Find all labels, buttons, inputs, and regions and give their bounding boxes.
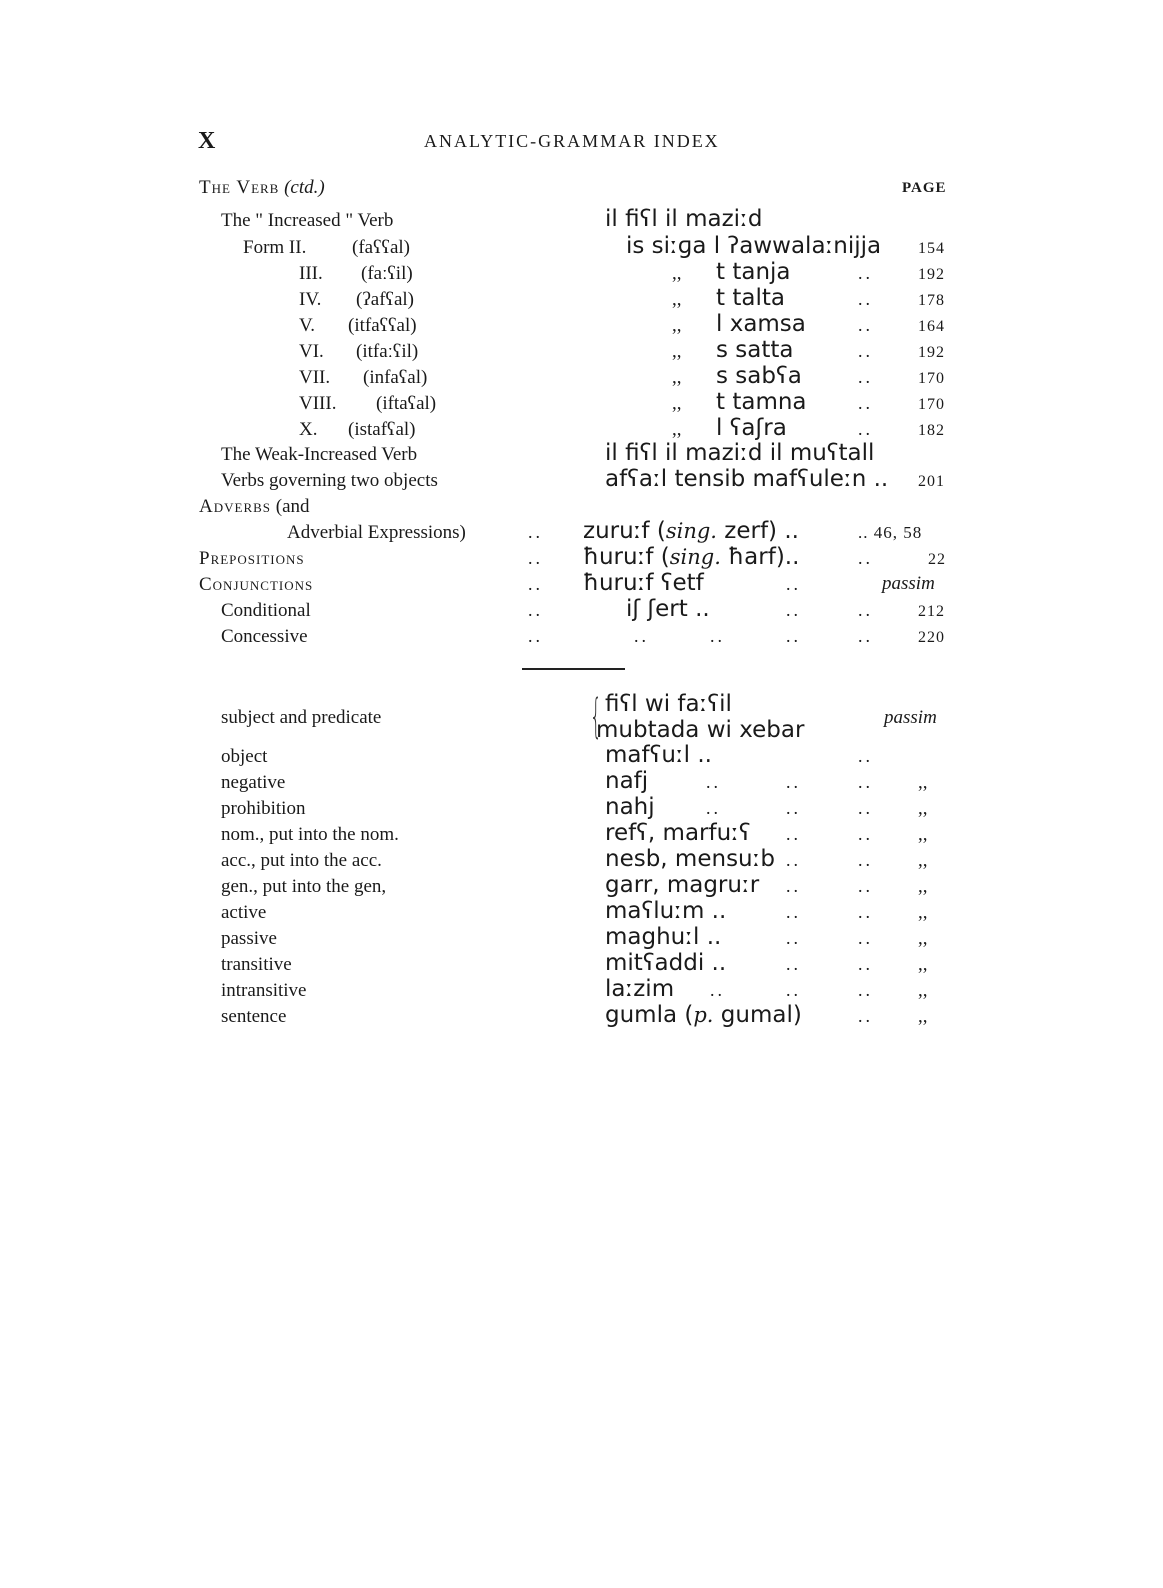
ditto-mark: ,, [918, 980, 928, 1001]
adverbs-label: Adverbs [199, 496, 272, 517]
form-page: 170 [918, 396, 945, 413]
leader-dots: .. [706, 772, 721, 792]
section-heading [199, 177, 325, 199]
leader-dots: .. [858, 626, 873, 646]
sentence-arabic-part: gumla ( [605, 1002, 694, 1028]
form-pattern: (iftaʕal) [376, 393, 437, 414]
leader-dots: .. [858, 419, 873, 439]
glossary-arabic: garr, magruːr [605, 872, 760, 898]
leader-dots: .. [858, 367, 873, 387]
glossary-arabic [605, 1002, 802, 1028]
ditto-mark: ,, [672, 341, 682, 362]
leader-dots: .. [858, 850, 873, 870]
ditto-mark: ,, [918, 1006, 928, 1027]
ditto-mark: ,, [672, 263, 682, 284]
leader-dots: .. [786, 574, 801, 594]
leader-dots: .. [528, 626, 543, 646]
leader-dots: .. [858, 798, 873, 818]
leader-dots: .. [710, 626, 725, 646]
section-title-note: (ctd.) [284, 177, 325, 198]
glossary-arabic: refʕ, marfuːʕ [605, 820, 751, 846]
glossary-term: passive [221, 928, 277, 949]
conditional-label: Conditional [221, 600, 311, 621]
ditto-mark: ,, [672, 419, 682, 440]
subject-predicate-label: subject and predicate [221, 707, 382, 728]
leader-dots: .. [786, 876, 801, 896]
glossary-arabic: laːzim [605, 976, 675, 1002]
form-pattern: (istafʕal) [348, 419, 416, 440]
increased-verb-label: The " Increased " Verb [221, 210, 394, 231]
leader-dots: .. [858, 393, 873, 413]
glossary-arabic: mafʕuːl .. [605, 742, 712, 768]
form-arabic: s satta [716, 337, 794, 363]
glossary-arabic: nahj [605, 794, 655, 820]
form-pattern: (itfaːʕil) [356, 341, 419, 362]
form-number: IV. [299, 289, 322, 310]
leader-dots: .. [786, 954, 801, 974]
sing-abbrev: sing. [665, 519, 717, 543]
leader-dots: .. [710, 980, 725, 1000]
glossary-term: prohibition [221, 798, 306, 819]
leader-dots: .. [786, 798, 801, 818]
prepositions-page: 22 [928, 551, 946, 568]
leader-dots: .. [706, 798, 721, 818]
form-number: X. [299, 419, 318, 440]
form-arabic: is siːɡa l ʔawwalaːnijja [626, 233, 882, 259]
form-pattern: (ʔafʕal) [356, 289, 414, 310]
form-pattern: (faːʕil) [361, 263, 413, 284]
concessive-page: 220 [918, 629, 945, 646]
glossary-term: object [221, 746, 268, 767]
form-number: VI. [299, 341, 324, 362]
subject-page: passim [884, 707, 937, 728]
leader-dots: .. [786, 850, 801, 870]
conjunctions-label: Conjunctions [199, 574, 314, 595]
form-arabic: t tanja [716, 259, 791, 285]
glossary-term: nom., put into the nom. [221, 824, 399, 845]
weak-verb-label: The Weak-Increased Verb [221, 444, 418, 465]
ditto-mark: ,, [918, 902, 928, 923]
subject-arabic-2: mubtada wi xebar [596, 717, 805, 743]
two-objects-page: 201 [918, 473, 945, 490]
form-page: 182 [918, 422, 945, 439]
form-number: V. [299, 315, 316, 336]
conditional-page: 212 [918, 603, 945, 620]
leader-dots: .. [786, 772, 801, 792]
form-number: Form II. [243, 237, 307, 258]
leader-dots: .. [786, 980, 801, 1000]
page-column-header: PAGE [902, 180, 947, 196]
leader-dots: .. [528, 574, 543, 594]
form-arabic: t talta [716, 285, 785, 311]
two-objects-label: Verbs governing two objects [221, 470, 438, 491]
leader-dots: .. [786, 902, 801, 922]
adverbs-label-continued: Adverbial Expressions) [287, 522, 466, 543]
ditto-mark: ,, [918, 876, 928, 897]
leader-dots: .. [858, 1006, 873, 1026]
leader-dots: .. [858, 746, 873, 766]
form-page: 164 [918, 318, 945, 335]
form-pattern: (infaʕal) [363, 367, 428, 388]
leader-dots: .. [786, 600, 801, 620]
glossary-term: gen., put into the gen, [221, 876, 387, 897]
sentence-arabic-part: gumal) [713, 1002, 802, 1028]
ditto-mark: ,, [672, 367, 682, 388]
leader-dots: .. [858, 548, 873, 568]
adverbs-heading [199, 496, 310, 518]
leader-dots: .. [786, 626, 801, 646]
form-page: 192 [918, 344, 945, 361]
glossary-term: acc., put into the acc. [221, 850, 382, 871]
form-page: 178 [918, 292, 945, 309]
page-number-roman: X [198, 128, 216, 154]
glossary-arabic: maʕluːm .. [605, 898, 727, 924]
leader-dots: .. [786, 928, 801, 948]
glossary-arabic: nafj [605, 768, 649, 794]
leader-dots: .. [528, 548, 543, 568]
form-page: 154 [918, 240, 945, 257]
glossary-arabic: nesb, mensuːb [605, 846, 775, 872]
section-title: The Verb [199, 177, 280, 198]
leader-dots: .. [634, 626, 649, 646]
form-page: 170 [918, 370, 945, 387]
leader-dots: .. [858, 902, 873, 922]
subject-arabic-1: fiʕl wi faːʕil [605, 691, 732, 717]
glossary-arabic: maghuːl .. [605, 924, 722, 950]
leader-dots: .. [858, 772, 873, 792]
glossary-term: negative [221, 772, 286, 793]
leader-dots: .. [528, 600, 543, 620]
form-arabic: t tamna [716, 389, 807, 415]
weak-verb-arabic: il fiʕl il maziːd il muʕtall [605, 440, 875, 466]
form-page: 192 [918, 266, 945, 283]
ditto-mark: ,, [918, 928, 928, 949]
adverbs-arabic-part: zerf) .. [716, 518, 799, 544]
leader-dots: .. [858, 341, 873, 361]
leader-dots: .. [858, 289, 873, 309]
leader-dots: .. [858, 824, 873, 844]
leader-dots: .. [858, 928, 873, 948]
ditto-mark: ,, [918, 824, 928, 845]
form-pattern: (faʕʕal) [352, 237, 410, 258]
glossary-term: sentence [221, 1006, 287, 1027]
sing-abbrev: sing. [669, 545, 721, 569]
adverbs-arabic [583, 518, 799, 544]
leader-dots: .. [858, 876, 873, 896]
leader-dots: .. [858, 980, 873, 1000]
conditional-arabic: iʃ ʃert .. [626, 596, 710, 622]
form-arabic: l xamsa [716, 311, 806, 337]
ditto-mark: ,, [672, 289, 682, 310]
adverbs-and: (and [275, 496, 310, 517]
increased-verb-arabic: il fiʕl il maziːd [605, 206, 763, 232]
ditto-mark: ,, [918, 954, 928, 975]
ditto-mark: ,, [918, 798, 928, 819]
ditto-mark: ,, [918, 850, 928, 871]
leader-dots: .. [528, 522, 543, 542]
preps-arabic-part: ħuruːf ( [583, 544, 670, 570]
leader-dots: .. [858, 263, 873, 283]
form-arabic: l ʕaʃra [716, 415, 787, 441]
glossary-arabic: mitʕaddi .. [605, 950, 727, 976]
form-number: III. [299, 263, 323, 284]
glossary-term: active [221, 902, 267, 923]
adverbs-arabic-part: zuruːf ( [583, 518, 666, 544]
leader-dots: .. [858, 315, 873, 335]
prepositions-arabic [583, 544, 799, 570]
brace-icon: { [590, 689, 602, 743]
form-pattern: (itfaʕʕal) [348, 315, 417, 336]
prepositions-label: Prepositions [199, 548, 305, 569]
two-objects-arabic: afʕaːl tensib mafʕuleːn .. [605, 466, 889, 492]
form-arabic: s sabʕa [716, 363, 802, 389]
ditto-mark: ,, [918, 772, 928, 793]
glossary-term: intransitive [221, 980, 307, 1001]
form-number: VIII. [299, 393, 337, 414]
glossary-term: transitive [221, 954, 292, 975]
running-title: ANALYTIC-GRAMMAR INDEX [424, 131, 720, 151]
concessive-label: Concessive [221, 626, 308, 647]
ditto-mark: ,, [672, 393, 682, 414]
conjunctions-arabic: ħuruːf ʕetf [583, 570, 704, 596]
conjunctions-page: passim [882, 573, 935, 594]
leader-dots: .. [858, 600, 873, 620]
ditto-mark: ,, [672, 315, 682, 336]
leader-dots: .. [786, 824, 801, 844]
form-number: VII. [299, 367, 331, 388]
adverbs-page: .. 46, 58 [858, 523, 923, 542]
plural-abbrev: p. [693, 1003, 714, 1027]
section-divider [522, 668, 625, 670]
preps-arabic-part: ħarf).. [720, 544, 800, 570]
leader-dots: .. [858, 954, 873, 974]
